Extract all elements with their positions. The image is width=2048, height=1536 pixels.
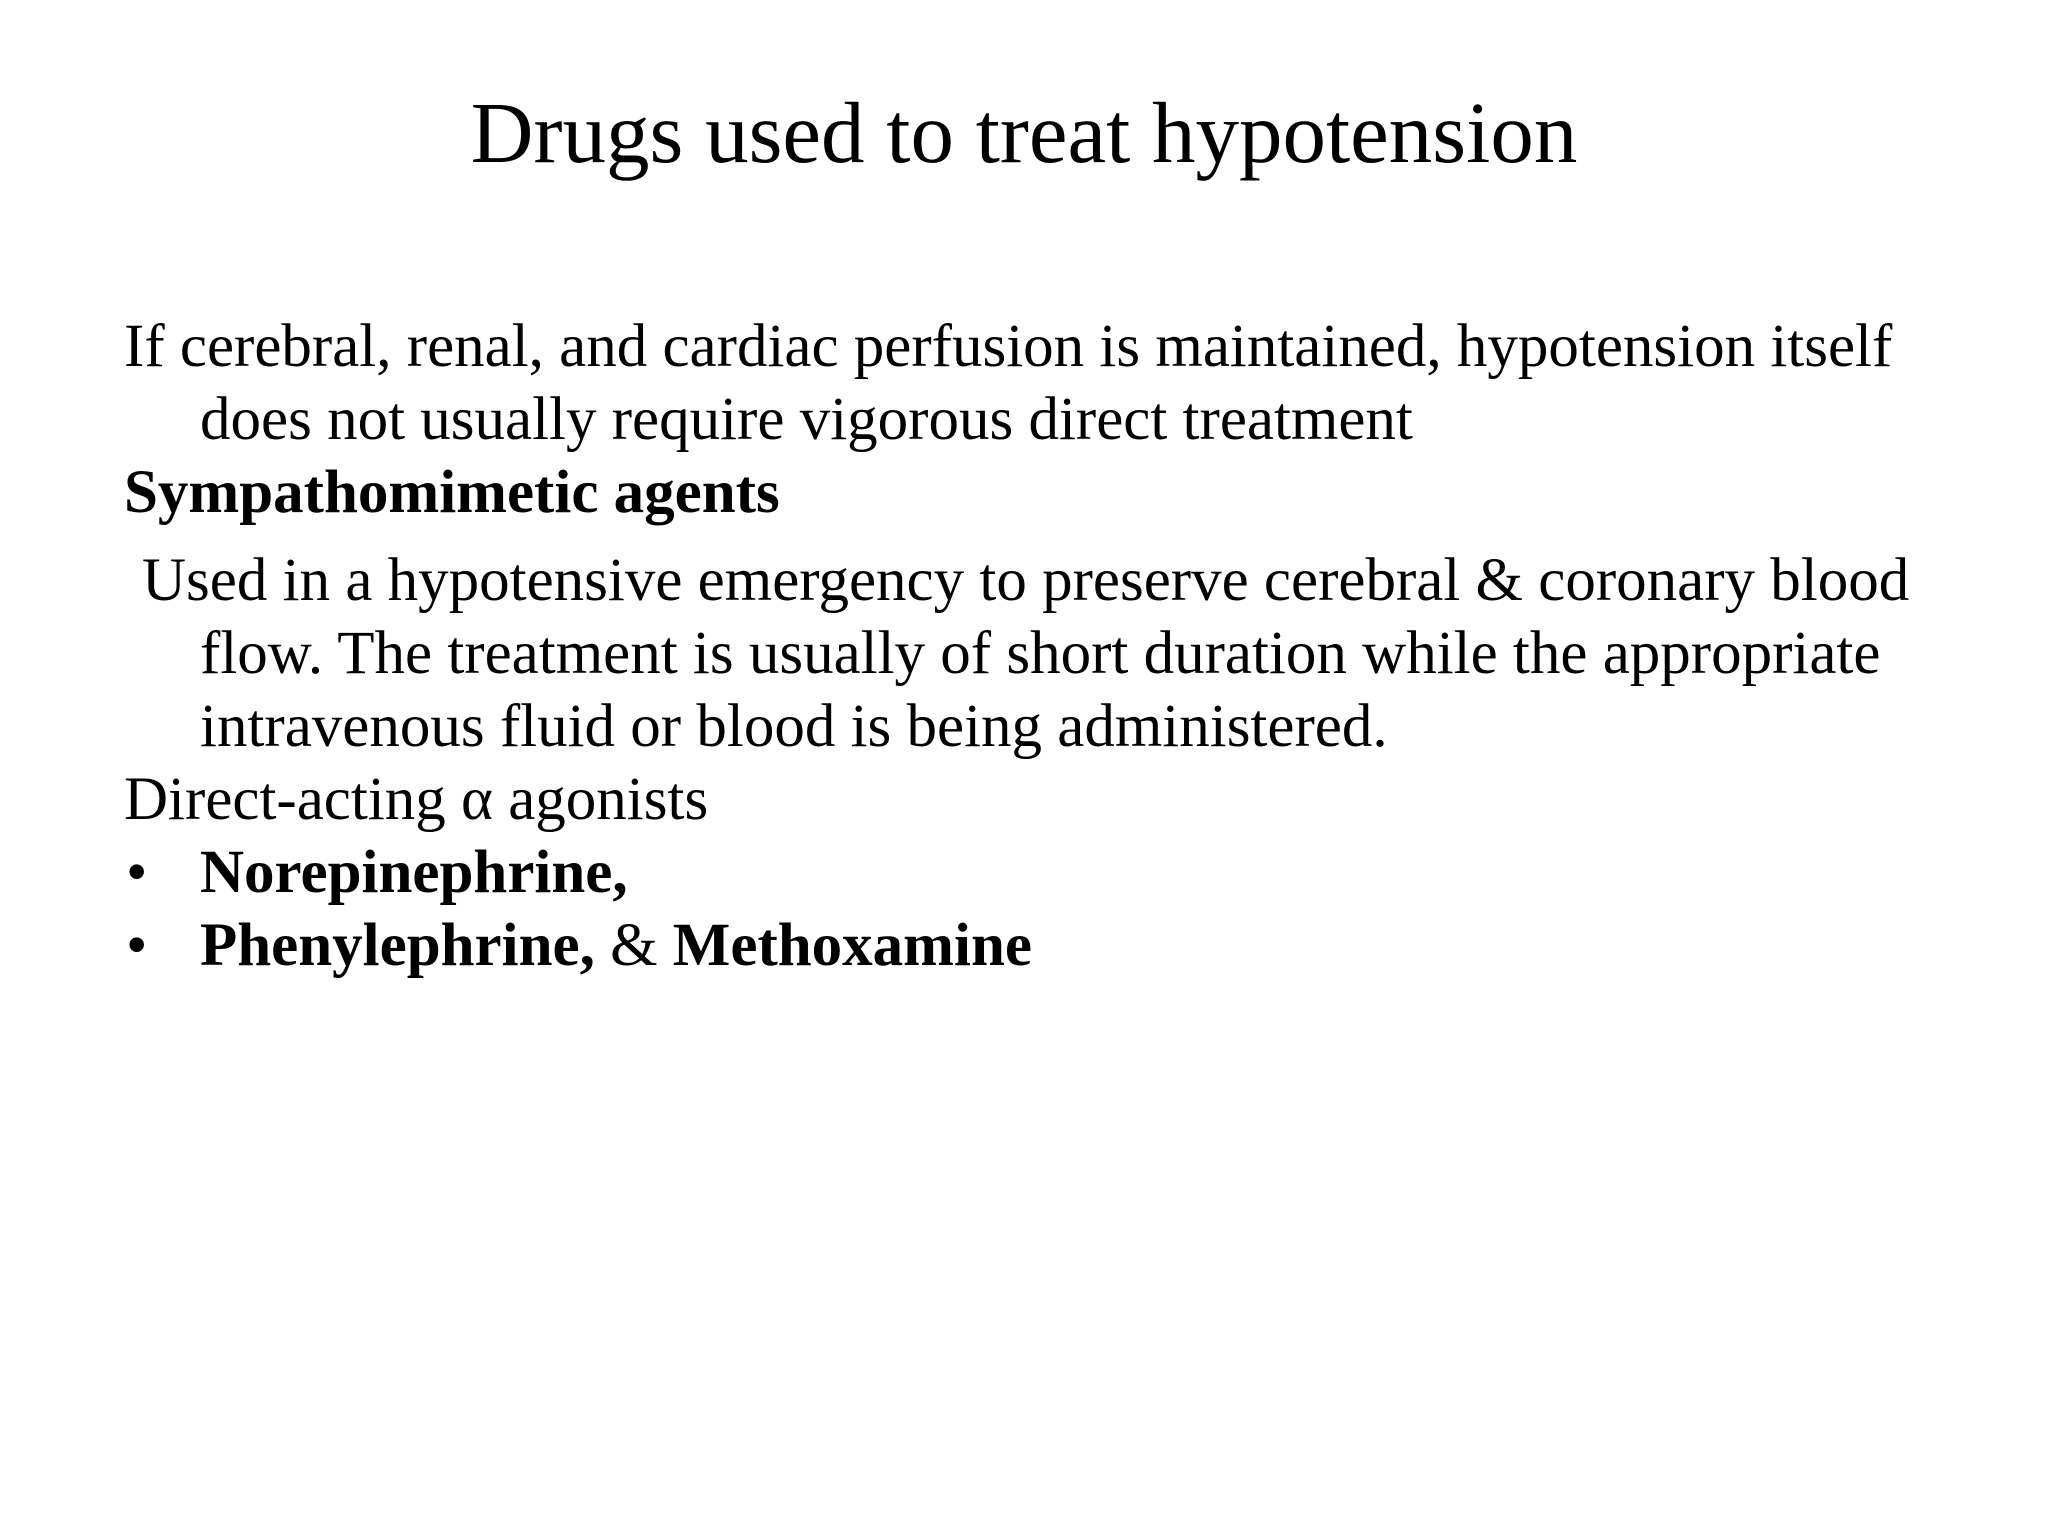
section-heading: Sympathomimetic agents — [124, 459, 780, 526]
list-item — [124, 836, 2004, 909]
section-paragraph: Used in a hypotensive emergency to preserve cerebral & coronary blood flow. The treatment is usually of short duration while the appropriate intravenous fluid or blood is being administered. — [142, 547, 1910, 760]
list-item-ampersand: & — [594, 912, 673, 979]
slide-title: Drugs used to treat hypotension — [470, 84, 1578, 181]
bullet-icon: • — [126, 839, 148, 906]
list-item-text-part2: Methoxamine — [672, 912, 1032, 979]
list-item-text: Norepinephrine, — [200, 839, 628, 906]
intro-paragraph: If cerebral, renal, and cardiac perfusion is maintained, hypotension itself does not usually require vigorous direct treatment — [124, 313, 1893, 453]
slide-body — [124, 310, 2004, 982]
drug-list — [124, 836, 2004, 982]
subheading: Direct-acting α agonists — [124, 766, 709, 833]
list-item — [124, 909, 2004, 982]
bullet-icon: • — [126, 912, 148, 979]
list-item-text-part1: Phenylephrine, — [200, 912, 595, 979]
